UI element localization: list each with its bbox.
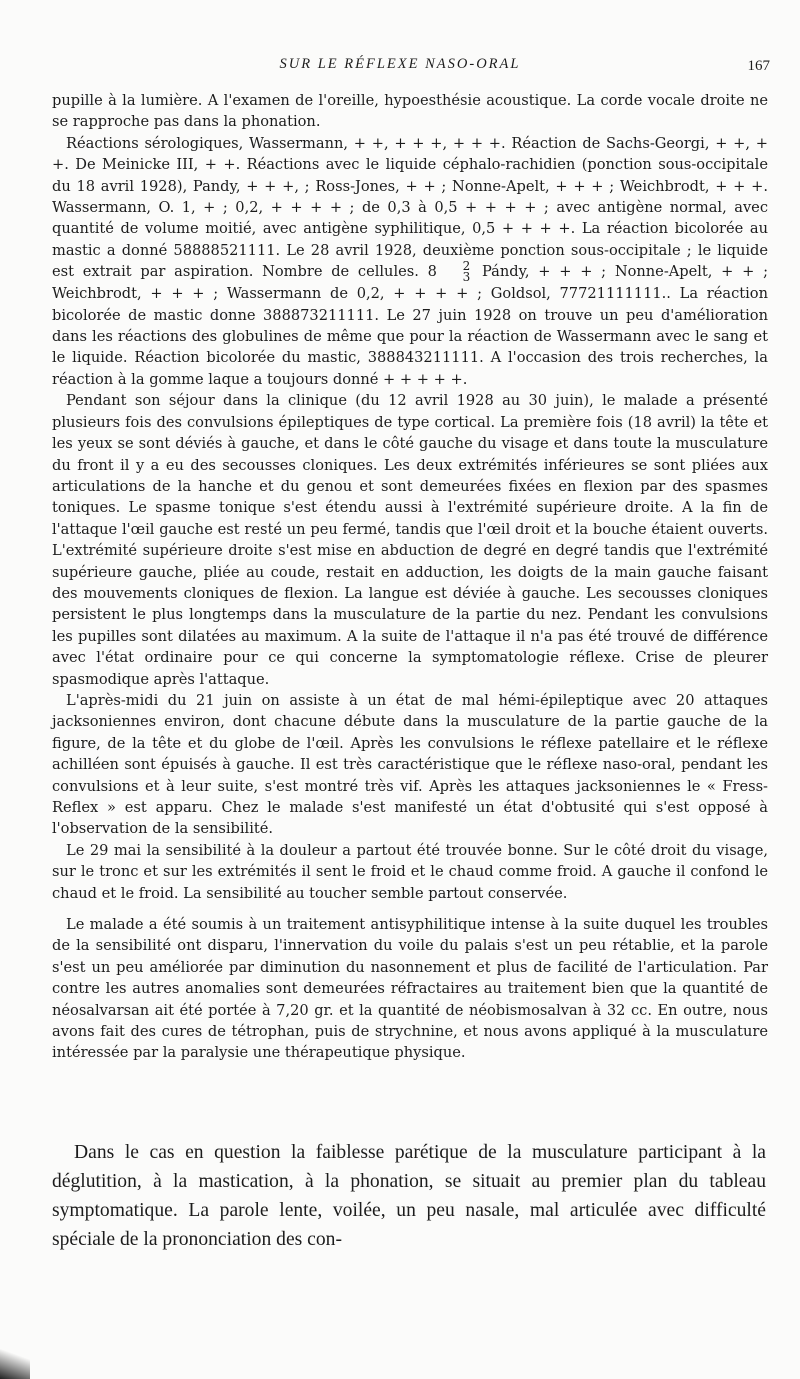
fraction-denominator: 3 [462,270,471,285]
paragraph-discussion: Dans le cas en question la faiblesse parétique de la musculature participant à la déglutition, à la mastication, à la phonation, se situait au premier plan du tableau symptomatique. La parole lente, voilée, un peu nasale, mal articulée avec difficulté spéciale de la prononciation des con- [52,1142,766,1250]
paragraph-pupil: pupille à la lumière. A l'examen de l'oreille, hypoesthésie acoustique. La corde vocale droite ne se rapproche pas dans la phonation. [52,92,768,131]
cell-count-fraction [449,261,471,283]
serology-text-part-1: Réactions sérologiques, Wassermann, + +, + + +, + + +. Réaction de Sachs-Georgi, + +, + +. De Meinicke III, + +. Réactions avec le liquide céphalo-rachidien (ponction sous-occipitale du 18 avril 1928), Pandy, + + +, ; Ross-Jones, + + ; Nonne-Apelt, + + + ; Weichbrodt, + + +. Wassermann, O. 1, + ; 0,2, + + + + ; de 0,3 à 0,5 + + + + ; avec antigène normal, avec quantité de volume moitié, avec antigène syphilitique, 0,5 + + + +. La réaction bicolorée au mastic a donné 58888521111. Le 28 avril 1928, deuxième ponction sous-occipitale ; le liquide est extrait par aspiration. Nombre de cellules. 8 [52,134,768,281]
body-text [52,90,768,1064]
paragraph-treatment: Le malade a été soumis à un traitement antisyphilitique intense à la suite duquel les troubles de la sensibilité ont disparu, l'innervation du voile du palais s'est un peu rétablie, et la parole s'est un peu améliorée par diminution du nasonnement et plus de facilité de l'articulation. Par contre les autres anomalies sont demeurées réfractaires au traitement bien que la quantité de néosalvarsan ait été portée à 7,20 gr. et la quantité de néobismosalvan à 32 cc. En outre, nous avons fait des cures de tétrophan, puis de strychnine, et nous avons appliqué à la musculature intéressée par la paralysie une thérapeutique physique. [52,916,768,1062]
paragraph-jacksonian: L'après-midi du 21 juin on assiste à un état de mal hémi-épileptique avec 20 attaques jacksoniennes environ, dont chacune débute dans la musculature de la partie gauche de la figure, de la tête et du globe de l'œil. Après les convulsions le réflexe patellaire et le réflexe achilléen sont épuisés à gauche. Il est très caractéristique que le réflexe naso-oral, pendant les convulsions et à leur suite, s'est montré très vif. Après les attaques jacksoniennes le « Fress-Reflex » est apparu. Chez le malade s'est manifesté un état d'obtusité qui s'est opposé à l'observation de la sensibilité. [52,691,768,838]
page-number: 167 [747,58,770,74]
paragraph-serology [52,133,768,390]
fraction-numerator: 2 [462,259,471,274]
paragraph-gap [52,904,768,914]
serology-text-part-2: Pándy, + + + ; Nonne-Apelt, + + ; Weichbrodt, + + + ; Wassermann de 0,2, + + + + ; Goldsol, 77721111111.. La réaction bicolorée de mastic donne 388873211111. Le 27 juin 1928 on trouve un peu d'amélioration dans les réactions des globulines de même que pour la réaction de Wassermann avec le sang et le liquide. Réaction bicolorée du mastic, 388843211111. A l'occasion des trois recherches, la réaction à la gomme laque a toujours donné + + + + +. [52,263,769,388]
discussion-text [52,1138,766,1254]
page-edge-shadow [0,1339,30,1379]
paragraph-convulsions: Pendant son séjour dans la clinique (du 12 avril 1928 au 30 juin), le malade a présenté plusieurs fois des convulsions épileptiques de type cortical. La première fois (18 avril) la tête et les yeux se sont déviés à gauche, et dans le côté gauche du visage et dans toute la musculature du front il y a eu des secousses cloniques. Les deux extrémités inférieures se sont pliées aux articulations de la hanche et du genou et sont demeurées fixées en flexion par des spasmes toniques. Le spasme tonique s'est étendu aussi à l'extrémité supérieure droite. A la fin de l'attaque l'œil gauche est resté un peu fermé, tandis que l'œil droit et la bouche étaient ouverts. L'extrémité supérieure droite s'est mise en abduction de degré en degré tandis que l'extrémité supérieure gauche, pliée au coude, restait en adduction, les doigts de la main gauche faisant des mouvements cloniques de flexion. La langue est déviée à gauche. Les secousses cloniques persistent le plus longtemps dans la musculature de la partie du nez. Pendant les convulsions les pupilles sont dilatées au maximum. A la suite de l'attaque il n'a pas été trouvé de différence avec l'état ordinaire pour ce qui concerne la symptomatologie réflexe. Crise de pleurer spasmodique après l'attaque. [52,392,768,688]
paragraph-sensibility: Le 29 mai la sensibilité à la douleur a partout été trouvée bonne. Sur le côté droit du visage, sur le tronc et sur les extrémités il sent le froid et le chaud comme froid. A gauche il confond le chaud et le froid. La sensibilité au toucher semble partout conservée. [52,841,768,902]
running-head [0,56,800,78]
running-title: SUR LE RÉFLEXE NASO-ORAL [279,56,521,72]
